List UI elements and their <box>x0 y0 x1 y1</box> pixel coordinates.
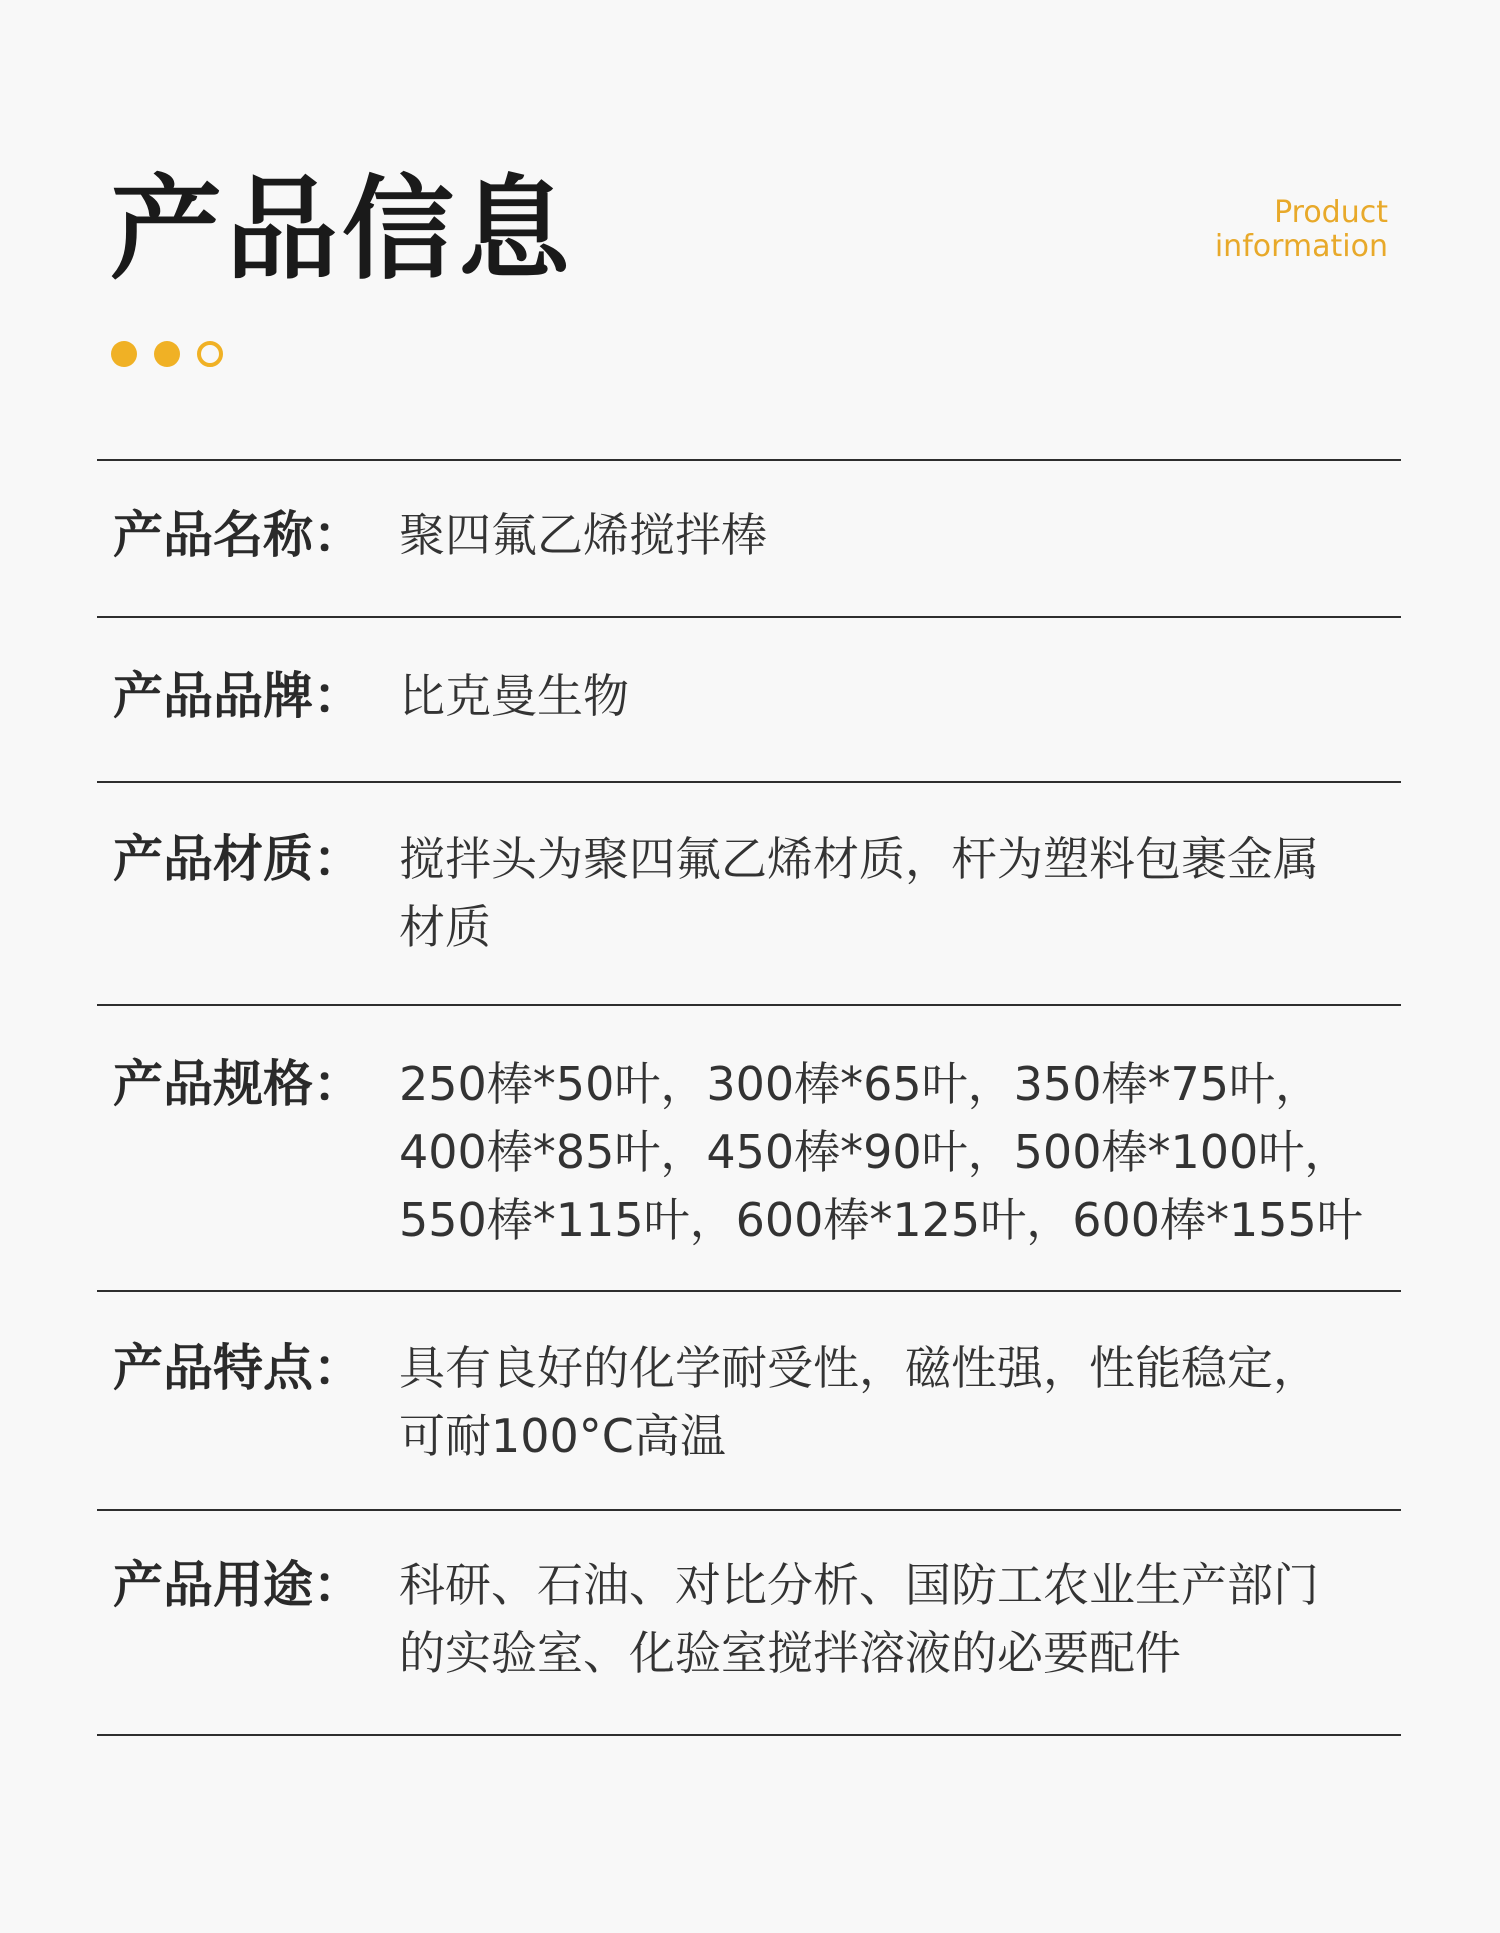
page-title: 产品信息 <box>110 165 574 295</box>
info-row-features <box>97 1292 1401 1511</box>
value-line: 科研、石油、对比分析、国防工农业生产部门 <box>399 1558 1319 1612</box>
row-label: 产品特点： <box>113 1339 363 1397</box>
row-label: 产品用途： <box>113 1556 363 1614</box>
product-info-table <box>97 459 1401 1736</box>
row-value <box>399 825 1401 961</box>
value-line: 可耐100°C高温 <box>399 1409 726 1463</box>
row-value <box>399 1334 1401 1470</box>
info-row-brand <box>97 618 1401 783</box>
row-value <box>399 501 1401 569</box>
row-label: 产品材质： <box>113 830 363 888</box>
info-row-name <box>97 461 1401 618</box>
hollow-dot-icon <box>197 341 223 367</box>
row-value <box>399 1050 1401 1254</box>
value-line: 搅拌头为聚四氟乙烯材质，杆为塑料包裹金属 <box>399 832 1319 886</box>
value-line: 400棒*85叶，450棒*90叶，500棒*100叶， <box>399 1125 1351 1179</box>
row-value <box>399 1551 1401 1687</box>
subtitle-line-1: Product <box>1274 195 1388 230</box>
decorative-dots <box>111 341 223 371</box>
row-label: 产品品牌： <box>113 667 363 725</box>
filled-dot-icon <box>154 341 180 367</box>
value-line: 比克曼生物 <box>399 669 629 723</box>
row-label: 产品名称： <box>113 506 363 564</box>
value-line: 具有良好的化学耐受性，磁性强，性能稳定， <box>399 1341 1319 1395</box>
page-subtitle <box>1128 196 1388 264</box>
value-line: 550棒*115叶，600棒*125叶，600棒*155叶 <box>399 1193 1363 1247</box>
value-line: 的实验室、化验室搅拌溶液的必要配件 <box>399 1626 1181 1680</box>
value-line: 250棒*50叶，300棒*65叶，350棒*75叶， <box>399 1057 1321 1111</box>
info-row-usage <box>97 1511 1401 1736</box>
filled-dot-icon <box>111 341 137 367</box>
row-value <box>399 662 1401 730</box>
value-line: 聚四氟乙烯搅拌棒 <box>399 508 767 562</box>
info-row-material <box>97 783 1401 1006</box>
info-row-specs <box>97 1006 1401 1292</box>
value-line: 材质 <box>399 900 491 954</box>
subtitle-line-2: information <box>1214 229 1388 264</box>
row-label: 产品规格： <box>113 1055 363 1113</box>
